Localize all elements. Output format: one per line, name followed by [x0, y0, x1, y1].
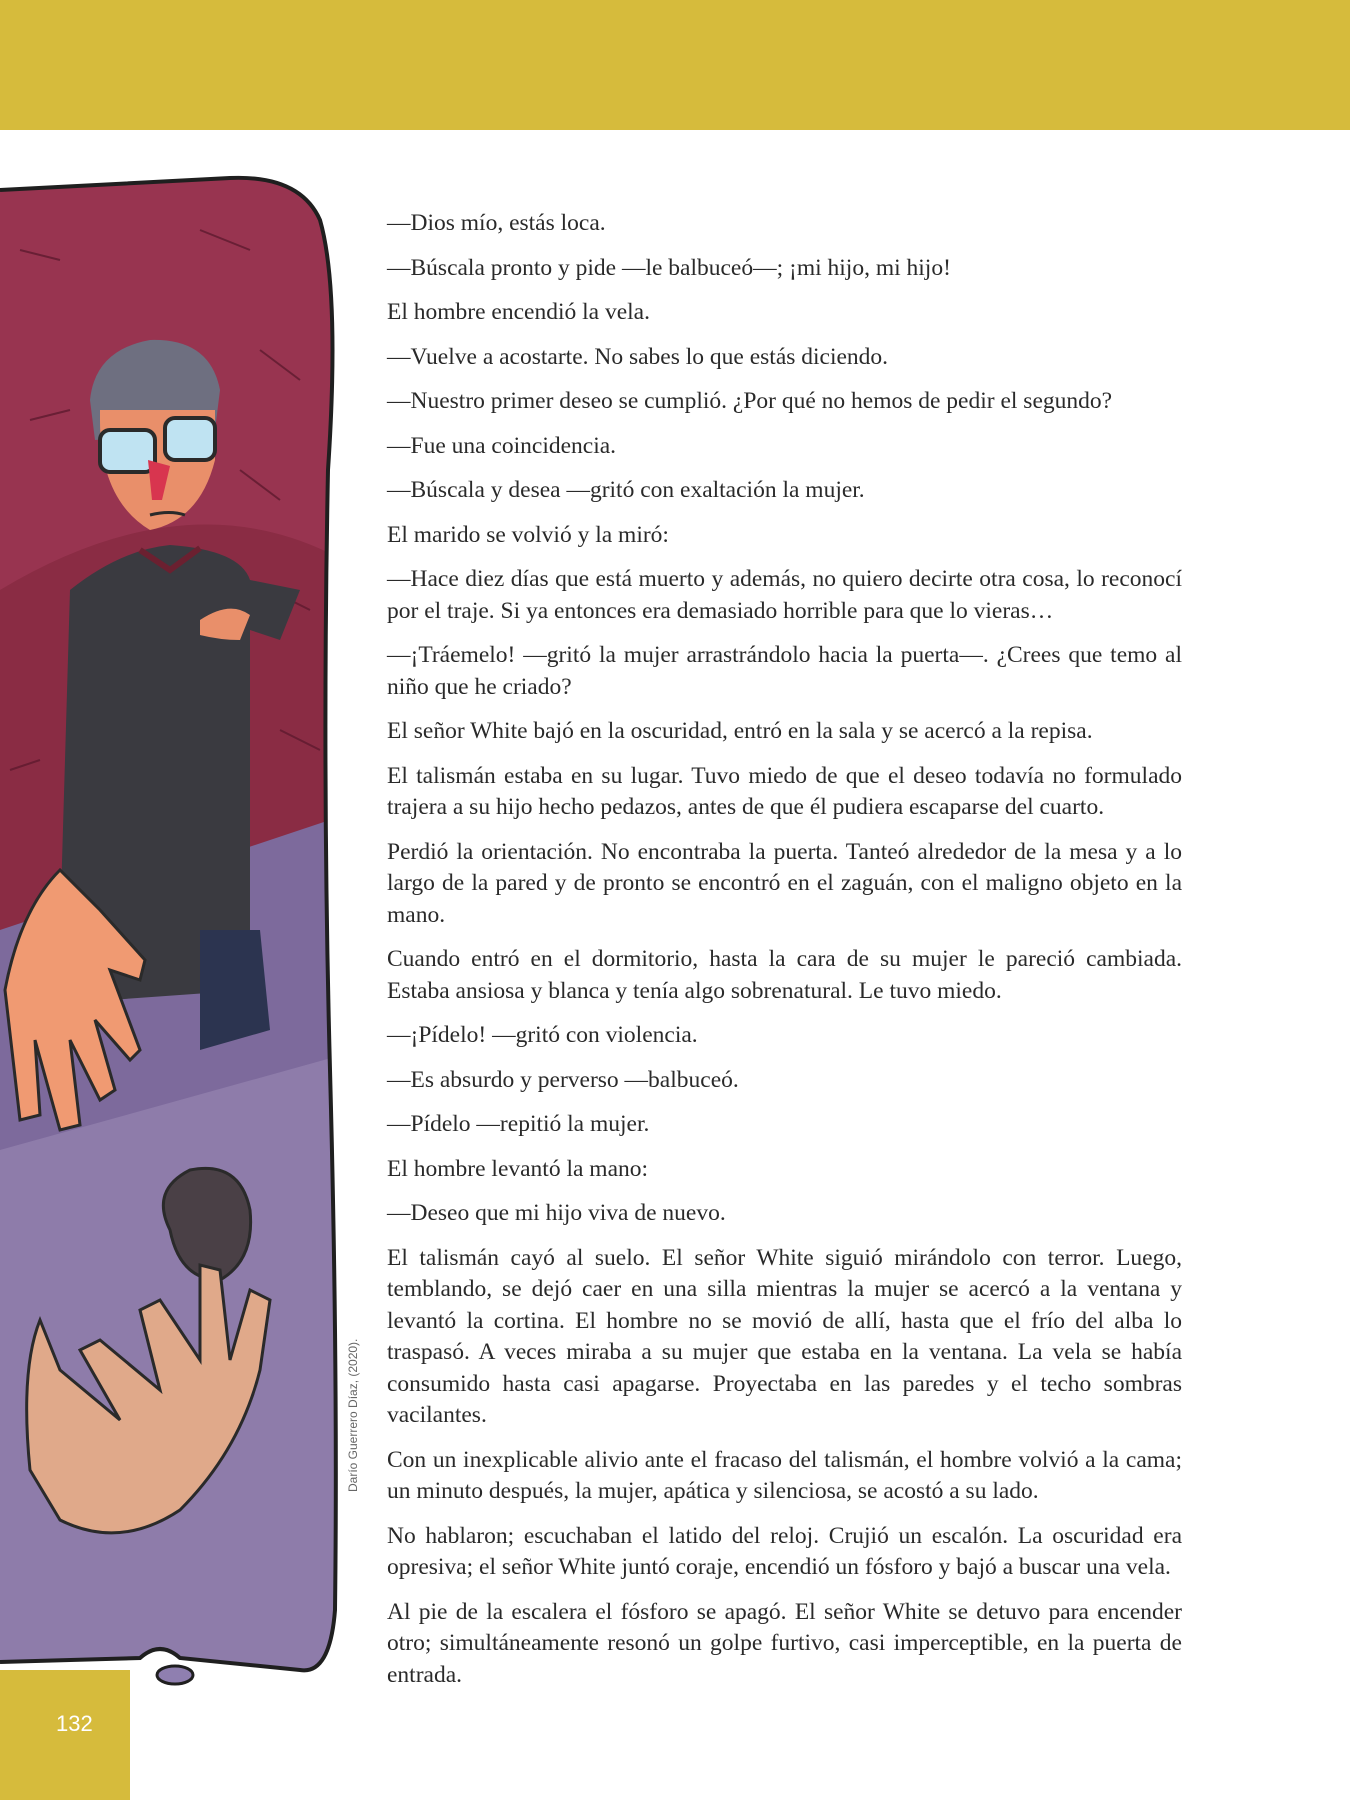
paragraph: El marido se volvió y la miró: [387, 521, 669, 548]
paragraph: Perdió la orientación. No encontraba la puerta. Tanteó alrededor de la mesa y a lo largo de la pared y de pronto se encontró en el zaguán, con el maligno objeto en la mano. [387, 838, 1182, 928]
paragraph: El talismán estaba en su lugar. Tuvo miedo de que el deseo todavía no formulado trajera a su hijo hecho pedazos, antes de que él pudiera escaparse del cuarto. [387, 762, 1182, 820]
paragraph: —Vuelve a acostarte. No sabes lo que estás diciendo. [387, 343, 889, 370]
paragraph: No hablaron; escuchaban el latido del reloj. Crujió un escalón. La oscuridad era opresiva; el señor White juntó coraje, encendió un fósforo y bajó a buscar una vela. [387, 1522, 1182, 1580]
paragraph: El hombre levantó la mano: [387, 1155, 649, 1182]
story-illustration [0, 170, 360, 1690]
paragraph: —¡Pídelo! —gritó con violencia. [387, 1022, 698, 1048]
paragraph: El talismán cayó al suelo. El señor White siguió mirándolo con terror. Luego, temblando, se dejó caer en una silla mientras la mujer se acercó a la ventana y levantó la cortina. El hombre no se movió de allí, hasta que el frío del alba lo traspasó. A veces miraba a su mujer que estaba en la ventana. La vela se había consumido hasta casi apagarse. Proyectaba en las paredes y el techo sombras vacilantes. [387, 1244, 1182, 1428]
paragraph: Al pie de la escalera el fósforo se apagó. El señor White se detuvo para encender otro; simultáneamente resonó un golpe furtivo, casi imperceptible, en la puerta de entrada. [387, 1598, 1182, 1688]
paragraph: —Dios mío, estás loca. [387, 210, 606, 236]
paragraph: —Fue una coincidencia. [387, 432, 617, 459]
top-color-band [0, 0, 1350, 130]
paragraph: —Búscala pronto y pide —le balbuceó—; ¡mi hijo, mi hijo! [387, 254, 951, 281]
illustration-credit: Darío Guerrero Díaz, (2020). [346, 1338, 360, 1492]
page-number: 132 [56, 1711, 93, 1736]
paragraph: —Búscala y desea —gritó con exaltación la mujer. [387, 477, 865, 503]
paragraph: Cuando entró en el dormitorio, hasta la cara de su mujer le pareció cambiada. Estaba ansiosa y blanca y tenía algo sobrenatural. Le tuvo miedo. [387, 946, 1182, 1004]
paragraph: —Nuestro primer deseo se cumplió. ¿Por qué no hemos de pedir el segundo? [387, 388, 1113, 414]
paragraph: —Hace diez días que está muerto y además, no quiero decirte otra cosa, lo reconocí por el traje. Si ya entonces era demasiado horrible para que lo vieras… [387, 566, 1182, 624]
paragraph: —Es absurdo y perverso —balbuceó. [387, 1066, 739, 1093]
story-text [387, 208, 1182, 1704]
paragraph: El señor White bajó en la oscuridad, entró en la sala y se acercó a la repisa. [387, 718, 1093, 744]
paragraph: —¡Tráemelo! —gritó la mujer arrastrándolo hacia la puerta—. ¿Crees que temo al niño que he criado? [387, 642, 1182, 700]
paragraph: Con un inexplicable alivio ante el fracaso del talismán, el hombre volvió a la cama; un minuto después, la mujer, apática y silenciosa, se acostó a su lado. [387, 1446, 1182, 1504]
paragraph: —Deseo que mi hijo viva de nuevo. [387, 1200, 726, 1226]
paragraph: —Pídelo —repitió la mujer. [387, 1111, 650, 1137]
paragraph: El hombre encendió la vela. [387, 299, 650, 325]
